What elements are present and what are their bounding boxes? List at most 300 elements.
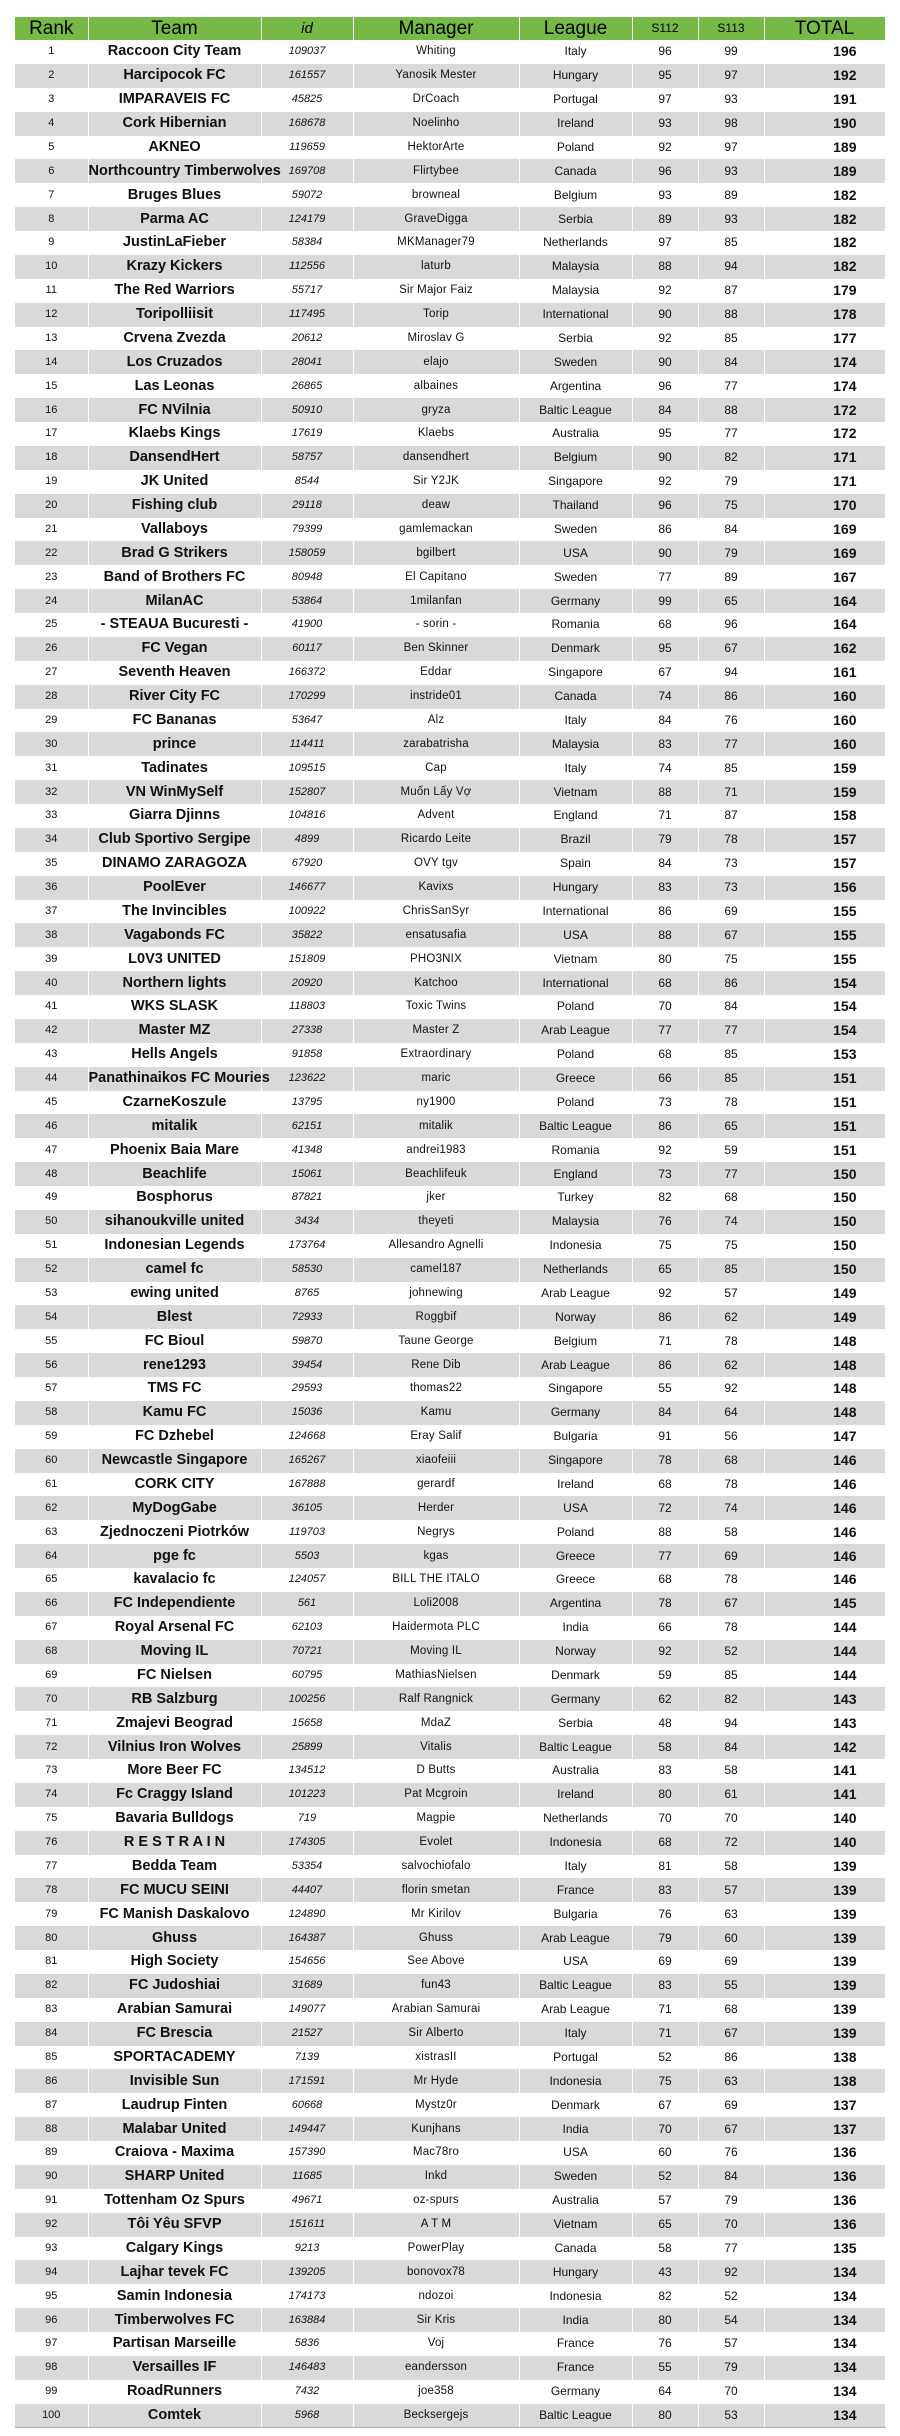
table-row[interactable] bbox=[15, 1807, 885, 1831]
table-row[interactable] bbox=[15, 1353, 885, 1377]
table-row[interactable] bbox=[15, 780, 885, 804]
total-cell: 146 bbox=[764, 1449, 885, 1473]
rank-cell: 52 bbox=[15, 1258, 88, 1282]
table-row[interactable] bbox=[15, 1902, 885, 1926]
table-row[interactable] bbox=[15, 2404, 885, 2428]
table-row[interactable] bbox=[15, 2046, 885, 2070]
team-cell: Master MZ bbox=[88, 1019, 261, 1043]
table-row[interactable] bbox=[15, 1162, 885, 1186]
team-cell: Bedda Team bbox=[88, 1855, 261, 1879]
manager-cell: albaines bbox=[353, 374, 519, 398]
s113-cell: 75 bbox=[698, 494, 764, 518]
table-row[interactable] bbox=[15, 1377, 885, 1401]
table-row[interactable] bbox=[15, 995, 885, 1019]
league-cell: Norway bbox=[519, 1640, 632, 1664]
id-cell: 11685 bbox=[261, 2165, 353, 2189]
id-cell: 123622 bbox=[261, 1067, 353, 1091]
id-cell: 170299 bbox=[261, 685, 353, 709]
table-row[interactable] bbox=[15, 2141, 885, 2165]
team-cell: Craiova - Maxima bbox=[88, 2141, 261, 2165]
rank-cell: 97 bbox=[15, 2332, 88, 2356]
table-row[interactable] bbox=[15, 1926, 885, 1950]
table-row[interactable] bbox=[15, 1640, 885, 1664]
s112-cell: 96 bbox=[632, 374, 698, 398]
table-row[interactable] bbox=[15, 40, 885, 64]
table-row[interactable] bbox=[15, 1568, 885, 1592]
id-cell: 117495 bbox=[261, 303, 353, 327]
rank-header[interactable]: Rank bbox=[15, 17, 88, 40]
manager-cell: camel187 bbox=[353, 1258, 519, 1282]
id-cell: 62103 bbox=[261, 1616, 353, 1640]
league-cell: Greece bbox=[519, 1544, 632, 1568]
league-cell: Serbia bbox=[519, 327, 632, 351]
table-row[interactable] bbox=[15, 589, 885, 613]
team-cell: ewing united bbox=[88, 1282, 261, 1306]
table-row[interactable] bbox=[15, 1592, 885, 1616]
league-header[interactable]: League bbox=[519, 17, 632, 40]
table-row[interactable] bbox=[15, 1759, 885, 1783]
id-cell: 29118 bbox=[261, 494, 353, 518]
table-row[interactable] bbox=[15, 1735, 885, 1759]
table-row[interactable] bbox=[15, 350, 885, 374]
table-row[interactable] bbox=[15, 1711, 885, 1735]
total-cell: 164 bbox=[764, 613, 885, 637]
table-row[interactable] bbox=[15, 2117, 885, 2141]
table-row[interactable] bbox=[15, 661, 885, 685]
s112-cell: 52 bbox=[632, 2046, 698, 2070]
rank-cell: 1 bbox=[15, 40, 88, 64]
table-row[interactable] bbox=[15, 159, 885, 183]
s113-header[interactable]: S113 bbox=[698, 17, 764, 40]
table-row[interactable] bbox=[15, 876, 885, 900]
table-row[interactable] bbox=[15, 1186, 885, 1210]
league-cell: Baltic League bbox=[519, 1114, 632, 1138]
table-row[interactable] bbox=[15, 1425, 885, 1449]
table-row[interactable] bbox=[15, 64, 885, 88]
table-row[interactable] bbox=[15, 1019, 885, 1043]
table-row[interactable] bbox=[15, 1855, 885, 1879]
total-cell: 171 bbox=[764, 470, 885, 494]
team-cell: Fc Craggy Island bbox=[88, 1783, 261, 1807]
table-row[interactable] bbox=[15, 637, 885, 661]
team-cell: R E S T R A I N bbox=[88, 1831, 261, 1855]
team-cell: Zjednoczeni Piotrków bbox=[88, 1520, 261, 1544]
id-cell: 49671 bbox=[261, 2189, 353, 2213]
manager-cell: mitalik bbox=[353, 1114, 519, 1138]
manager-cell: ny1900 bbox=[353, 1091, 519, 1115]
table-row[interactable] bbox=[15, 2356, 885, 2380]
s112-cell: 71 bbox=[632, 2022, 698, 2046]
total-cell: 147 bbox=[764, 1425, 885, 1449]
total-cell: 146 bbox=[764, 1473, 885, 1497]
manager-cell: Mystz0r bbox=[353, 2093, 519, 2117]
table-row[interactable] bbox=[15, 1664, 885, 1688]
table-row[interactable] bbox=[15, 900, 885, 924]
s113-cell: 73 bbox=[698, 852, 764, 876]
s113-cell: 88 bbox=[698, 398, 764, 422]
manager-cell: Master Z bbox=[353, 1019, 519, 1043]
s113-cell: 62 bbox=[698, 1305, 764, 1329]
table-row[interactable] bbox=[15, 2022, 885, 2046]
rank-cell: 73 bbox=[15, 1759, 88, 1783]
rank-cell: 88 bbox=[15, 2117, 88, 2141]
id-cell: 149447 bbox=[261, 2117, 353, 2141]
id-cell: 109515 bbox=[261, 756, 353, 780]
total-cell: 140 bbox=[764, 1831, 885, 1855]
s113-cell: 58 bbox=[698, 1855, 764, 1879]
manager-cell: Sir Major Faiz bbox=[353, 279, 519, 303]
id-cell: 8544 bbox=[261, 470, 353, 494]
table-row[interactable] bbox=[15, 183, 885, 207]
table-row[interactable] bbox=[15, 398, 885, 422]
table-row[interactable] bbox=[15, 1401, 885, 1425]
table-row[interactable] bbox=[15, 2213, 885, 2237]
id-cell: 15658 bbox=[261, 1711, 353, 1735]
table-row[interactable] bbox=[15, 231, 885, 255]
s113-cell: 85 bbox=[698, 1258, 764, 1282]
table-row[interactable] bbox=[15, 88, 885, 112]
manager-cell: Negrys bbox=[353, 1520, 519, 1544]
s113-cell: 74 bbox=[698, 1496, 764, 1520]
team-cell: IMPARAVEIS FC bbox=[88, 88, 261, 112]
table-row[interactable] bbox=[15, 1329, 885, 1353]
s112-cell: 86 bbox=[632, 1114, 698, 1138]
team-cell: - STEAUA Bucuresti - bbox=[88, 613, 261, 637]
table-row[interactable] bbox=[15, 1783, 885, 1807]
total-cell: 150 bbox=[764, 1162, 885, 1186]
table-row[interactable] bbox=[15, 1043, 885, 1067]
team-cell: FC Dzhebel bbox=[88, 1425, 261, 1449]
rank-cell: 64 bbox=[15, 1544, 88, 1568]
table-row[interactable] bbox=[15, 923, 885, 947]
rank-cell: 95 bbox=[15, 2284, 88, 2308]
rank-cell: 65 bbox=[15, 1568, 88, 1592]
manager-cell: Haidermota PLC bbox=[353, 1616, 519, 1640]
league-cell: Netherlands bbox=[519, 1258, 632, 1282]
rank-cell: 22 bbox=[15, 541, 88, 565]
league-cell: Canada bbox=[519, 685, 632, 709]
rank-cell: 16 bbox=[15, 398, 88, 422]
manager-cell: Roggbif bbox=[353, 1305, 519, 1329]
team-cell: Malabar United bbox=[88, 2117, 261, 2141]
league-cell: India bbox=[519, 1616, 632, 1640]
total-cell: 142 bbox=[764, 1735, 885, 1759]
manager-cell: laturb bbox=[353, 255, 519, 279]
league-cell: France bbox=[519, 1878, 632, 1902]
team-cell: SPORTACADEMY bbox=[88, 2046, 261, 2070]
team-header[interactable]: Team bbox=[88, 17, 261, 40]
manager-cell: gerardf bbox=[353, 1473, 519, 1497]
team-cell: Blest bbox=[88, 1305, 261, 1329]
league-cell: Baltic League bbox=[519, 1974, 632, 1998]
table-row[interactable] bbox=[15, 1114, 885, 1138]
total-cell: 139 bbox=[764, 1855, 885, 1879]
league-cell: France bbox=[519, 2356, 632, 2380]
table-row[interactable] bbox=[15, 1998, 885, 2022]
rank-cell: 98 bbox=[15, 2356, 88, 2380]
s112-cell: 93 bbox=[632, 183, 698, 207]
s112-cell: 66 bbox=[632, 1616, 698, 1640]
league-cell: Netherlands bbox=[519, 1807, 632, 1831]
s112-cell: 58 bbox=[632, 2237, 698, 2261]
total-cell: 139 bbox=[764, 1998, 885, 2022]
table-row[interactable] bbox=[15, 255, 885, 279]
team-cell: Moving IL bbox=[88, 1640, 261, 1664]
league-cell: Thailand bbox=[519, 494, 632, 518]
s113-cell: 85 bbox=[698, 756, 764, 780]
manager-cell: Kunjhans bbox=[353, 2117, 519, 2141]
id-cell: 146483 bbox=[261, 2356, 353, 2380]
s112-cell: 93 bbox=[632, 112, 698, 136]
s112-cell: 70 bbox=[632, 2117, 698, 2141]
manager-cell: elajo bbox=[353, 350, 519, 374]
s112-header[interactable]: S112 bbox=[632, 17, 698, 40]
s113-cell: 96 bbox=[698, 613, 764, 637]
rank-cell: 61 bbox=[15, 1473, 88, 1497]
table-row[interactable] bbox=[15, 2189, 885, 2213]
table-row[interactable] bbox=[15, 2069, 885, 2093]
total-cell: 146 bbox=[764, 1520, 885, 1544]
table-row[interactable] bbox=[15, 1067, 885, 1091]
s112-cell: 92 bbox=[632, 279, 698, 303]
s113-cell: 78 bbox=[698, 1616, 764, 1640]
team-cell: FC Independiente bbox=[88, 1592, 261, 1616]
table-row[interactable] bbox=[15, 279, 885, 303]
s113-cell: 86 bbox=[698, 971, 764, 995]
table-row[interactable] bbox=[15, 446, 885, 470]
team-cell: Giarra Djinns bbox=[88, 804, 261, 828]
rank-cell: 4 bbox=[15, 112, 88, 136]
team-cell: Tôi Yêu SFVP bbox=[88, 2213, 261, 2237]
id-cell: 149077 bbox=[261, 1998, 353, 2022]
table-row[interactable] bbox=[15, 1091, 885, 1115]
league-cell: Indonesia bbox=[519, 2284, 632, 2308]
table-row[interactable] bbox=[15, 2260, 885, 2284]
s112-cell: 68 bbox=[632, 1473, 698, 1497]
s113-cell: 86 bbox=[698, 685, 764, 709]
table-row[interactable] bbox=[15, 1138, 885, 1162]
s112-cell: 92 bbox=[632, 470, 698, 494]
id-cell: 20612 bbox=[261, 327, 353, 351]
table-row[interactable] bbox=[15, 756, 885, 780]
manager-cell: ensatusafia bbox=[353, 923, 519, 947]
manager-cell: OVY tgv bbox=[353, 852, 519, 876]
s112-cell: 92 bbox=[632, 1282, 698, 1306]
table-row[interactable] bbox=[15, 1974, 885, 1998]
rank-cell: 33 bbox=[15, 804, 88, 828]
table-row[interactable] bbox=[15, 565, 885, 589]
s112-cell: 75 bbox=[632, 2069, 698, 2093]
table-row[interactable] bbox=[15, 1687, 885, 1711]
total-cell: 190 bbox=[764, 112, 885, 136]
league-cell: Poland bbox=[519, 995, 632, 1019]
manager-cell: See Above bbox=[353, 1950, 519, 1974]
league-cell: Germany bbox=[519, 1687, 632, 1711]
manager-cell: Torip bbox=[353, 303, 519, 327]
s113-cell: 54 bbox=[698, 2308, 764, 2332]
manager-cell: deaw bbox=[353, 494, 519, 518]
total-cell: 170 bbox=[764, 494, 885, 518]
team-cell: pge fc bbox=[88, 1544, 261, 1568]
team-cell: PoolEver bbox=[88, 876, 261, 900]
id-cell: 15061 bbox=[261, 1162, 353, 1186]
s112-cell: 74 bbox=[632, 685, 698, 709]
rank-cell: 15 bbox=[15, 374, 88, 398]
s113-cell: 84 bbox=[698, 1735, 764, 1759]
s113-cell: 59 bbox=[698, 1138, 764, 1162]
s112-cell: 92 bbox=[632, 1138, 698, 1162]
s113-cell: 77 bbox=[698, 1019, 764, 1043]
table-row[interactable] bbox=[15, 1305, 885, 1329]
manager-cell: oz-spurs bbox=[353, 2189, 519, 2213]
manager-cell: Ghuss bbox=[353, 1926, 519, 1950]
total-cell: 172 bbox=[764, 398, 885, 422]
s112-cell: 76 bbox=[632, 2332, 698, 2356]
table-row[interactable] bbox=[15, 1496, 885, 1520]
s112-cell: 90 bbox=[632, 446, 698, 470]
s113-cell: 70 bbox=[698, 1807, 764, 1831]
team-cell: The Invincibles bbox=[88, 900, 261, 924]
table-row[interactable] bbox=[15, 828, 885, 852]
table-row[interactable] bbox=[15, 207, 885, 231]
manager-cell: fun43 bbox=[353, 1974, 519, 1998]
table-row[interactable] bbox=[15, 1831, 885, 1855]
rank-cell: 85 bbox=[15, 2046, 88, 2070]
id-cell: 7139 bbox=[261, 2046, 353, 2070]
s113-cell: 85 bbox=[698, 231, 764, 255]
league-cell: Canada bbox=[519, 159, 632, 183]
rank-cell: 40 bbox=[15, 971, 88, 995]
table-row[interactable] bbox=[15, 1950, 885, 1974]
table-row[interactable] bbox=[15, 852, 885, 876]
id-cell: 152807 bbox=[261, 780, 353, 804]
league-cell: Argentina bbox=[519, 1592, 632, 1616]
table-row[interactable] bbox=[15, 947, 885, 971]
table-row[interactable] bbox=[15, 685, 885, 709]
table-row[interactable] bbox=[15, 1258, 885, 1282]
s112-cell: 95 bbox=[632, 637, 698, 661]
manager-cell: Herder bbox=[353, 1496, 519, 1520]
s112-cell: 81 bbox=[632, 1855, 698, 1879]
table-row[interactable] bbox=[15, 1234, 885, 1258]
table-row[interactable] bbox=[15, 2237, 885, 2261]
manager-cell: Ricardo Leite bbox=[353, 828, 519, 852]
table-row[interactable] bbox=[15, 1520, 885, 1544]
manager-cell: dansendhert bbox=[353, 446, 519, 470]
total-cell: 141 bbox=[764, 1783, 885, 1807]
team-cell: JK United bbox=[88, 470, 261, 494]
table-row[interactable] bbox=[15, 1282, 885, 1306]
table-row[interactable] bbox=[15, 470, 885, 494]
league-cell: Canada bbox=[519, 2237, 632, 2261]
table-row[interactable] bbox=[15, 804, 885, 828]
manager-cell: instride01 bbox=[353, 685, 519, 709]
s112-cell: 88 bbox=[632, 1520, 698, 1544]
manager-cell: Ralf Rangnick bbox=[353, 1687, 519, 1711]
total-cell: 155 bbox=[764, 923, 885, 947]
id-header[interactable]: id bbox=[261, 17, 353, 40]
manager-cell: Mr Hyde bbox=[353, 2069, 519, 2093]
table-row[interactable] bbox=[15, 1449, 885, 1473]
rank-cell: 78 bbox=[15, 1878, 88, 1902]
id-cell: 72933 bbox=[261, 1305, 353, 1329]
rank-cell: 58 bbox=[15, 1401, 88, 1425]
rank-cell: 31 bbox=[15, 756, 88, 780]
table-row[interactable] bbox=[15, 2165, 885, 2189]
rank-cell: 26 bbox=[15, 637, 88, 661]
manager-cell: xiaofeiii bbox=[353, 1449, 519, 1473]
rank-cell: 90 bbox=[15, 2165, 88, 2189]
id-cell: 62151 bbox=[261, 1114, 353, 1138]
table-row[interactable] bbox=[15, 2308, 885, 2332]
id-cell: 114411 bbox=[261, 732, 353, 756]
team-cell: More Beer FC bbox=[88, 1759, 261, 1783]
table-row[interactable] bbox=[15, 518, 885, 542]
manager-cell: eandersson bbox=[353, 2356, 519, 2380]
table-row[interactable] bbox=[15, 2093, 885, 2117]
league-cell: Sweden bbox=[519, 518, 632, 542]
rank-cell: 23 bbox=[15, 565, 88, 589]
rank-cell: 21 bbox=[15, 518, 88, 542]
team-cell: WKS SLASK bbox=[88, 995, 261, 1019]
rank-cell: 86 bbox=[15, 2069, 88, 2093]
team-cell: Versailles IF bbox=[88, 2356, 261, 2380]
total-cell: 137 bbox=[764, 2117, 885, 2141]
s113-cell: 57 bbox=[698, 1282, 764, 1306]
total-cell: 174 bbox=[764, 350, 885, 374]
table-row[interactable] bbox=[15, 709, 885, 733]
table-row[interactable] bbox=[15, 2380, 885, 2404]
table-row[interactable] bbox=[15, 136, 885, 160]
table-row[interactable] bbox=[15, 327, 885, 351]
manager-header[interactable]: Manager bbox=[353, 17, 519, 40]
s112-cell: 86 bbox=[632, 900, 698, 924]
id-cell: 80948 bbox=[261, 565, 353, 589]
table-row[interactable] bbox=[15, 303, 885, 327]
table-row[interactable] bbox=[15, 2332, 885, 2356]
total-cell: 146 bbox=[764, 1544, 885, 1568]
id-cell: 53647 bbox=[261, 709, 353, 733]
team-cell: FC Manish Daskalovo bbox=[88, 1902, 261, 1926]
total-header[interactable]: TOTAL bbox=[764, 17, 885, 40]
rank-cell: 8 bbox=[15, 207, 88, 231]
table-row[interactable] bbox=[15, 374, 885, 398]
id-cell: 21527 bbox=[261, 2022, 353, 2046]
table-row[interactable] bbox=[15, 422, 885, 446]
table-row[interactable] bbox=[15, 1878, 885, 1902]
table-row[interactable] bbox=[15, 494, 885, 518]
table-row[interactable] bbox=[15, 1544, 885, 1568]
total-cell: 151 bbox=[764, 1067, 885, 1091]
table-row[interactable] bbox=[15, 732, 885, 756]
table-row[interactable] bbox=[15, 1473, 885, 1497]
team-cell: CzarneKoszule bbox=[88, 1091, 261, 1115]
table-row[interactable] bbox=[15, 1616, 885, 1640]
s112-cell: 70 bbox=[632, 995, 698, 1019]
table-row[interactable] bbox=[15, 541, 885, 565]
total-cell: 153 bbox=[764, 1043, 885, 1067]
s113-cell: 69 bbox=[698, 1544, 764, 1568]
s112-cell: 92 bbox=[632, 327, 698, 351]
total-cell: 182 bbox=[764, 183, 885, 207]
table-row[interactable] bbox=[15, 971, 885, 995]
rank-cell: 28 bbox=[15, 685, 88, 709]
table-row[interactable] bbox=[15, 613, 885, 637]
table-row[interactable] bbox=[15, 2284, 885, 2308]
manager-cell: Sir Y2JK bbox=[353, 470, 519, 494]
table-row[interactable] bbox=[15, 1210, 885, 1234]
table-row[interactable] bbox=[15, 112, 885, 136]
